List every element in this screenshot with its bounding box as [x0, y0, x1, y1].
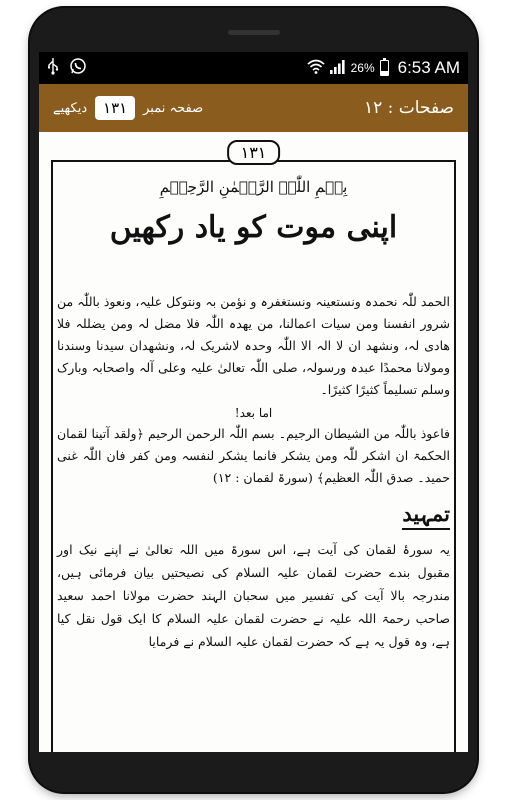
- status-bar: [39, 52, 468, 84]
- amma-baad: اما بعد!: [234, 406, 273, 420]
- usb-icon: [47, 57, 59, 79]
- clock: 6:53 AM: [397, 58, 460, 77]
- phone-frame: [30, 8, 477, 792]
- battery-icon: [380, 60, 389, 76]
- battery-percent: 26%: [350, 61, 375, 75]
- bismillah: بِسۡمِ اللّٰہِ الرَّحۡمٰنِ الرَّحِیۡمِ: [159, 178, 348, 196]
- page-number-input[interactable]: [95, 96, 135, 120]
- page-number: ۱۳۱: [227, 140, 281, 165]
- section-heading: تمہید: [402, 501, 450, 530]
- goto-page-control: [53, 96, 203, 120]
- arabic-verse: فاعوذ باللّٰہ من الشیطان الرجیم۔ بسم اللّٰہ الرحمن الرحیم ﴿ولقد آتینا لقمان الحکمۃ ان اشکر للّٰہ ومن یشکر فانما یشکر لنفسہ ومن کفر فان اللّٰہ غنی حمید۔ صدق اللّٰہ العظیم﴾ (سورۃ لقمان : ۱۲): [57, 426, 450, 485]
- speaker-grille: [228, 30, 280, 35]
- app-toolbar: [39, 84, 468, 132]
- total-pages-label: صفحات : ۱۲: [364, 98, 454, 118]
- wifi-icon: [307, 59, 325, 78]
- whatsapp-icon: [69, 57, 87, 79]
- urdu-paragraph: یہ سورۂ لقمان کی آیت ہے، اس سورۃ میں اللہ تعالیٰ نے اپنے نیک اور مقبول بندے حضرت لقمان علیہ السلام کی نصیحتیں بیان فرمائی ہیں، مندرجہ بالا آیت کی تفسیر میں سحبان الہند حضرت مولانا احمد سعید صاحب رحمۃ اللہ علیہ نے حضرت لقمان علیہ السلام کا ایک قول نقل کیا ہے، وہ قول یہ ہے کہ حضرت لقمان علیہ السلام نے فرمایا: [57, 542, 450, 649]
- goto-page-button[interactable]: دیکھیے: [53, 100, 88, 116]
- page-number-label: صفحہ نمبر: [143, 100, 204, 116]
- arabic-intro: الحمد للّٰہ نحمدہ ونستعینہ ونستغفرہ و نؤمن بہ ونتوکل علیہ، ونعوذ باللّٰہ من شرور انفسنا ومن سیات اعمالنا، من یھدہ اللّٰہ فلا مضل لہ ومن یضللہ فلا ھادی لہ، ونشھد ان لا الہ الا اللّٰہ وحدہ لاشریک لہ، ونشھدان سیدنا وسندنا ومولانا محمدًا عبدہ ورسولہ، صلی اللّٰہ تعالیٰ علیہ وعلی آلہ واصحابہ وبارک وسلم تسلیماً کثیرًا کثیرًا۔: [57, 294, 450, 397]
- signal-icon: [330, 59, 346, 78]
- screen: [39, 52, 468, 752]
- book-page: [39, 132, 468, 752]
- page-content: [57, 172, 450, 653]
- chapter-title: اپنی موت کو یاد رکھیں: [109, 210, 398, 245]
